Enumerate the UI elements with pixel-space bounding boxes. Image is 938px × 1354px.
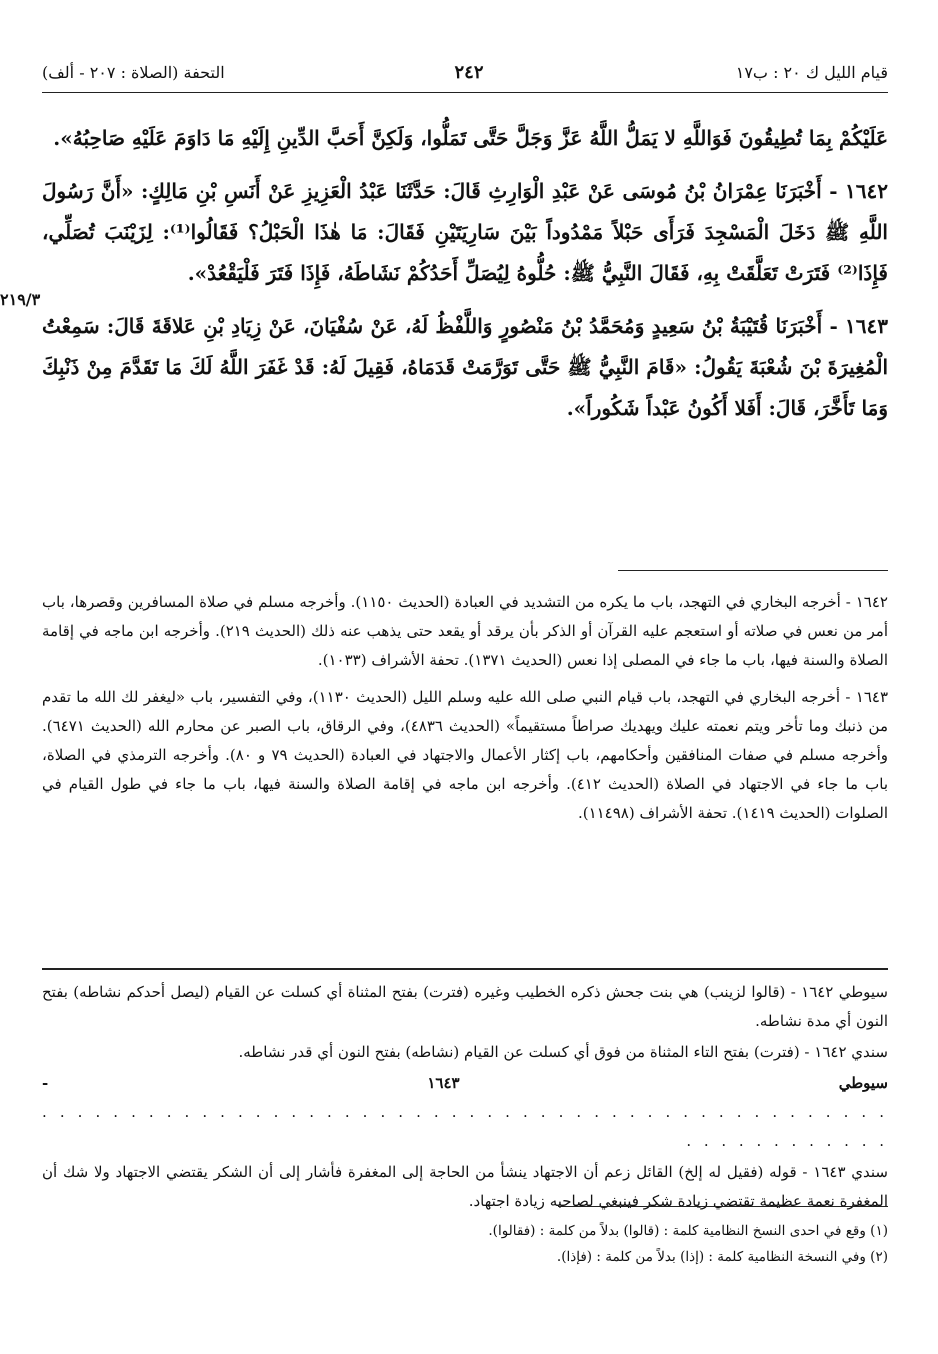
hadith-text <box>42 118 888 439</box>
margin-volume-reference: ٢١٩/٣ <box>0 290 41 309</box>
footnote-divider <box>558 1206 888 1207</box>
page-number: ٢٤٢ <box>454 62 484 83</box>
suyuti-1643 <box>42 1069 888 1156</box>
hadith-1642: ١٦٤٢ - أَخْبَرَنَا عِمْرَانُ بْنُ مُوسَى عَنْ عَبْدِ الْوَارِثِ قَالَ: حَدَّثَنَا عَبْدُ الْعَزِيزِ عَنْ أَنَسِ بْنِ مَالِكٍ: «أَنَّ رَسُولَ اللَّهِ ﷺ دَخَلَ الْمَسْجِدَ فَرَأَى حَبْلاً مَمْدُوداً بَيْنَ سَارِيَتَيْنِ فَقَالَ: مَا هٰذَا الْحَبْلُ؟ فَقَالُوا⁽¹⁾: لِزَيْنَبَ تُصَلِّي، فَإِذَا⁽²⁾ فَتَرَتْ تَعَلَّقَتْ بِهِ، فَقَالَ النَّبِيُّ ﷺ: حُلُّوهُ لِيُصَلِّ أَحَدُكُمْ نَشَاطَهُ، فَإِذَا فَتَرَ فَلْيَقْعُدْ». <box>42 179 888 285</box>
takhrij-1643: ١٦٤٣ - أخرجه البخاري في التهجد، باب قيام النبي صلى الله عليه وسلم الليل (الحديث ١١٣٠)، وفي التفسير، باب «ليغفر لك الله ما تقدم من ذنبك وما تأخر ويتم نعمته عليك ويهديك صراطاً مستقيماً» (الحديث ٤٨٣٦)، وفي الرقاق، باب الصبر عن محارم الله (الحديث ٦٤٧١). وأخرجه مسلم في صفات المنافقين وأحكامهم، باب إكثار الأعمال والاجتهاد في العبادة (الحديث ٧٩ و ٨٠). وأخرجه الترمذي في الصلاة، باب ما جاء في الاجتهاد في الصلاة (الحديث ٤١٢). وأخرجه ابن ماجه في إقامة الصلاة والسنة فيها، باب ما جاء في طول القيام في الصلوات (الحديث ١٤١٩). تحفة الأشراف (١١٤٩٨). <box>42 688 889 822</box>
sindi-1643: سندي ١٦٤٣ - قوله (فقيل له إلخ) القائل زعم أن الاجتهاد ينشأ من الحاجة إلى المغفرة فأشار إلى أن الشكر يقتضي الاجتهاد ولا شك أن المغفرة نعمة عظيمة تقتضي زيادة شكر فينبغي لصاحبه زيادة اجتهاد. <box>42 1163 889 1210</box>
footnotes <box>42 1218 888 1270</box>
takhrij-notes <box>42 588 888 836</box>
footnote-2: (٢) وفي النسخة النظامية كلمة : (إذا) بدلاً من كلمة : (فإذا). <box>556 1249 888 1265</box>
hadith-1643: ١٦٤٣ - أَخْبَرَنَا قُتَيْبَةُ بْنُ سَعِيدٍ وَمُحَمَّدُ بْنُ مَنْصُورٍ وَاللَّفْظُ لَهُ، عَنْ سُفْيَانَ، عَنْ زِيَادِ بْنِ عَلاقَةَ قَالَ: سَمِعْتُ الْمُغِيرَةَ بْنَ شُعْبَةَ يَقُولُ: «قَامَ النَّبِيُّ ﷺ حَتَّى تَوَرَّمَتْ قَدَمَاهُ، فَقِيلَ لَهُ: قَدْ غَفَرَ اللَّهُ لَكَ مَا تَقَدَّمَ مِنْ ذَنْبِكَ وَمَا تَأَخَّرَ، قَالَ: أَفَلا أَكُونُ عَبْداً شَكُوراً». <box>42 314 888 420</box>
sindi-1642: سندي ١٦٤٢ - (فترت) بفتح التاء المثناة من فوق أي كسلت عن القيام (نشاطه) بفتح النون أي قدر نشاطه. <box>238 1043 888 1061</box>
hadith-continuation: عَلَيْكُمْ بِمَا تُطِيقُونَ فَوَاللَّهِ لا يَمَلُّ اللَّهُ عَزَّ وَجَلَّ حَتَّى تَمَلُّوا، وَلَكِنَّ أَحَبَّ الدِّينِ إِلَيْهِ مَا دَاوَمَ عَلَيْهِ صَاحِبُهُ». <box>53 126 888 150</box>
takhrij-1642: ١٦٤٢ - أخرجه البخاري في التهجد، باب ما يكره من التشديد في العبادة (الحديث ١١٥٠). وأخرجه مسلم في صلاة المسافرين وقصرها، باب أمر من نعس في صلاته أو استعجم عليه القرآن أو الذكر بأن يرقد أو يقعد حتى يذهب عنه ذلك (الحديث ٢١٩). وأخرجه ابن ماجه في إقامة الصلاة والسنة فيها، باب ما جاء في المصلى إذا نعس (الحديث ١٣٧١). تحفة الأشراف (١٠٣٣). <box>42 593 888 669</box>
commentary-divider <box>42 968 888 970</box>
footnote-1: (١) وقع في احدى النسخ النظامية كلمة : (قالوا) بدلاً من كلمة : (فقالوا). <box>488 1223 888 1239</box>
suyuti-1643-dots: . . . . . . . . . . . . . . . . . . . . . . . . . . . . . . . . . . . . . . . . . . . . . . . . . . . . . . . . . . . . <box>42 1103 888 1150</box>
running-header-chapter: قيام الليل ك ٢٠ : ب١٧ <box>735 63 888 82</box>
running-header-reference: التحفة (الصلاة : ٢٠٧ - ألف) <box>42 63 225 82</box>
suyuti-1642: سيوطي ١٦٤٢ - (قالوا لزينب) هي بنت جحش ذكره الخطيب وغيره (فترت) بفتح المثناة أي كسلت عن القيام (ليصل أحدكم نشاطه) بفتح النون أي مدة نشاطه. <box>42 983 888 1030</box>
takhrij-divider <box>618 570 888 571</box>
commentaries <box>42 978 888 1218</box>
header-divider <box>42 92 888 93</box>
suyuti-1643-label: سيوطي ١٦٤٣ - <box>42 1074 888 1092</box>
